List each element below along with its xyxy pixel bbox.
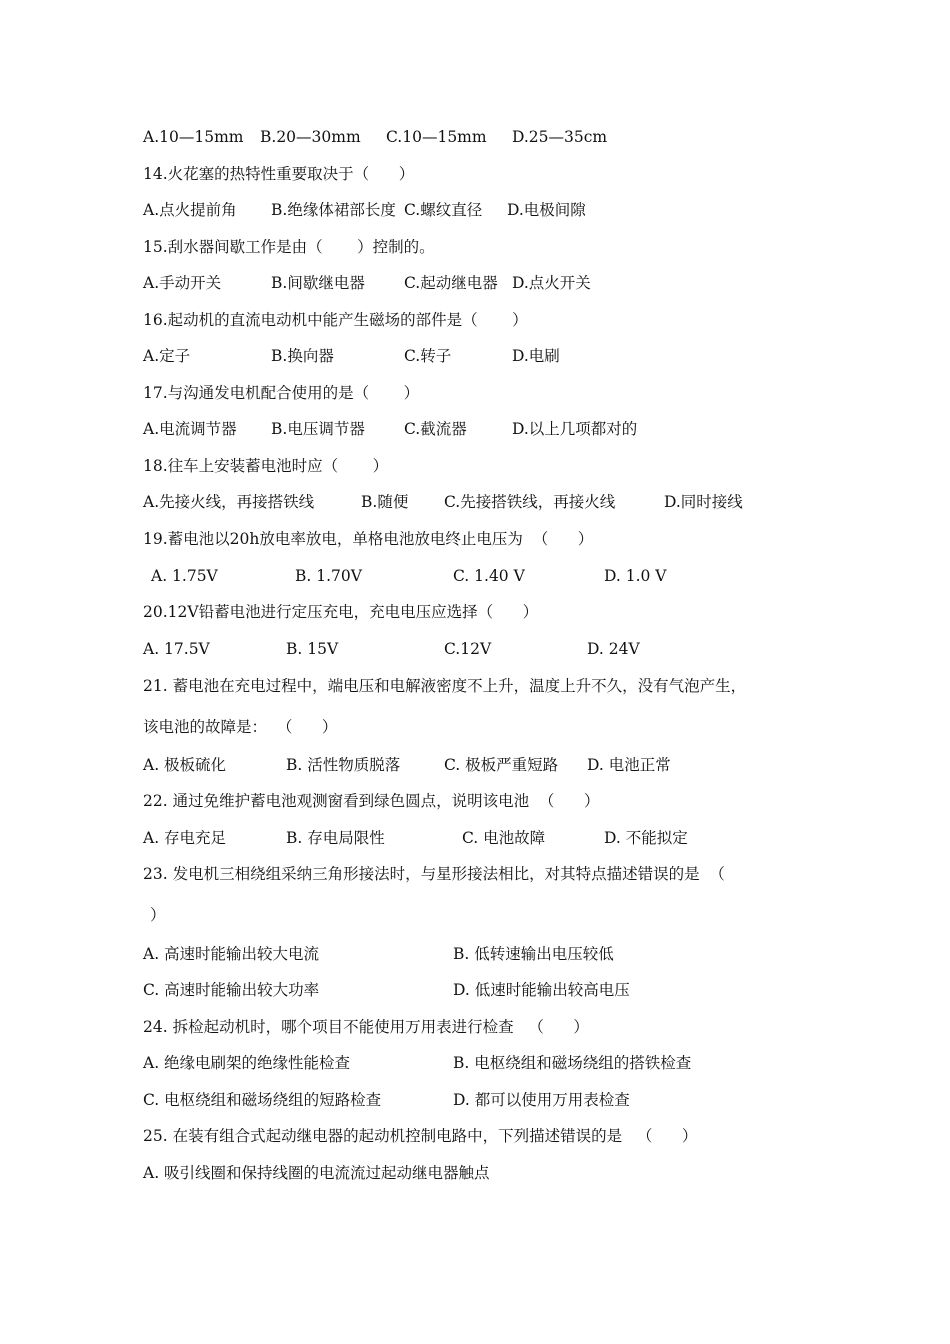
q14-option-b: B.绝缘体裙部长度 xyxy=(271,201,396,219)
q21-option-b: B. 活性物质脱落 xyxy=(286,756,401,774)
q17-option-c: C.截流器 xyxy=(404,420,467,438)
q13-option-b: B.20—30mm xyxy=(260,128,361,146)
q15-option-a: A.手动开关 xyxy=(143,274,222,292)
q17-option-b: B.电压调节器 xyxy=(271,420,365,438)
q23-option-b: B. 低转速输出电压较低 xyxy=(453,945,614,963)
q19-option-d: D. 1.0 V xyxy=(604,567,667,585)
q19-option-c: C. 1.40 V xyxy=(453,567,525,585)
q15-option-d: D.点火开关 xyxy=(512,274,591,292)
q13-option-a: A.10—15mm xyxy=(143,128,244,146)
q20-option-b: B. 15V xyxy=(286,640,339,658)
q24-option-d: D. 都可以使用万用表检查 xyxy=(453,1091,630,1109)
q14-option-c: C.螺纹直径 xyxy=(404,201,483,219)
q14-option-a: A.点火提前角 xyxy=(143,201,237,219)
q22-option-a: A. 存电充足 xyxy=(143,829,227,847)
q17-option-a: A.电流调节器 xyxy=(143,420,237,438)
q21-option-c: C. 极板严重短路 xyxy=(444,756,559,774)
q22-option-d: D. 不能拟定 xyxy=(604,829,688,847)
q23-option-c: C. 高速时能输出较大功率 xyxy=(143,981,320,999)
q20-option-d: D. 24V xyxy=(587,640,640,658)
q16-option-c: C.转子 xyxy=(404,347,452,365)
q18-option-b: B.随便 xyxy=(361,493,409,511)
q21-option-a: A. 极板硫化 xyxy=(143,756,227,774)
q24-option-b: B. 电枢绕组和磁场绕组的搭铁检查 xyxy=(453,1054,692,1072)
q23-stem-line2: ） xyxy=(150,906,166,924)
q16-stem: 16.起动机的直流电动机中能产生磁场的部件是（ ） xyxy=(143,311,528,329)
q13-option-c: C.10—15mm xyxy=(386,128,487,146)
q17-option-d: D.以上几项都对的 xyxy=(512,420,638,438)
q13-option-d: D.25—35cm xyxy=(512,128,608,146)
q21-stem-line2: 该电池的故障是： （ ） xyxy=(143,718,338,736)
q21-option-d: D. 电池正常 xyxy=(587,756,671,774)
q19-option-b: B. 1.70V xyxy=(295,567,362,585)
q24-option-a: A. 绝缘电刷架的绝缘性能检查 xyxy=(143,1054,351,1072)
q19-option-a: A. 1.75V xyxy=(151,567,218,585)
q20-stem: 20.12V铅蓄电池进行定压充电，充电电压应选择（ ） xyxy=(143,603,539,621)
q22-option-b: B. 存电局限性 xyxy=(286,829,385,847)
q21-stem-line1: 21. 蓄电池在充电过程中，端电压和电解液密度不上升，温度上升不久，没有气泡产生， xyxy=(143,677,747,695)
q23-option-a: A. 高速时能输出较大电流 xyxy=(143,945,320,963)
q24-option-c: C. 电枢绕组和磁场绕组的短路检查 xyxy=(143,1091,382,1109)
q24-stem: 24. 拆检起动机时，哪个项目不能使用万用表进行检查 （ ） xyxy=(143,1018,589,1036)
q18-option-c: C.先接搭铁线，再接火线 xyxy=(444,493,616,511)
q25-stem: 25. 在装有组合式起动继电器的起动机控制电路中，下列描述错误的是 （ ） xyxy=(143,1127,698,1145)
q16-option-b: B.换向器 xyxy=(271,347,334,365)
q18-stem: 18.往车上安装蓄电池时应（ ） xyxy=(143,457,389,475)
q15-stem: 15.刮水器间歇工作是由（ ）控制的。 xyxy=(143,238,435,256)
q16-option-d: D.电刷 xyxy=(512,347,560,365)
q14-stem: 14.火花塞的热特性重要取决于（ ） xyxy=(143,165,415,183)
q17-stem: 17.与沟通发电机配合使用的是（ ） xyxy=(143,384,420,402)
q18-option-d: D.同时接线 xyxy=(664,493,743,511)
q20-option-c: C.12V xyxy=(444,640,492,658)
q20-option-a: A. 17.5V xyxy=(143,640,210,658)
q15-option-b: B.间歇继电器 xyxy=(271,274,365,292)
q19-stem: 19.蓄电池以20h放电率放电，单格电池放电终止电压为 （ ） xyxy=(143,530,594,548)
q23-stem-line1: 23. 发电机三相绕组采纳三角形接法时，与星形接法相比，对其特点描述错误的是 （ xyxy=(143,865,725,883)
q22-stem: 22. 通过免维护蓄电池观测窗看到绿色圆点，说明该电池 （ ） xyxy=(143,792,600,810)
q16-option-a: A.定子 xyxy=(143,347,191,365)
q25-option-a: A. 吸引线圈和保持线圈的电流流过起动继电器触点 xyxy=(143,1164,490,1182)
q22-option-c: C. 电池故障 xyxy=(462,829,546,847)
q14-option-d: D.电极间隙 xyxy=(507,201,586,219)
q23-option-d: D. 低速时能输出较高电压 xyxy=(453,981,630,999)
q15-option-c: C.起动继电器 xyxy=(404,274,498,292)
q18-option-a: A.先接火线，再接搭铁线 xyxy=(143,493,315,511)
